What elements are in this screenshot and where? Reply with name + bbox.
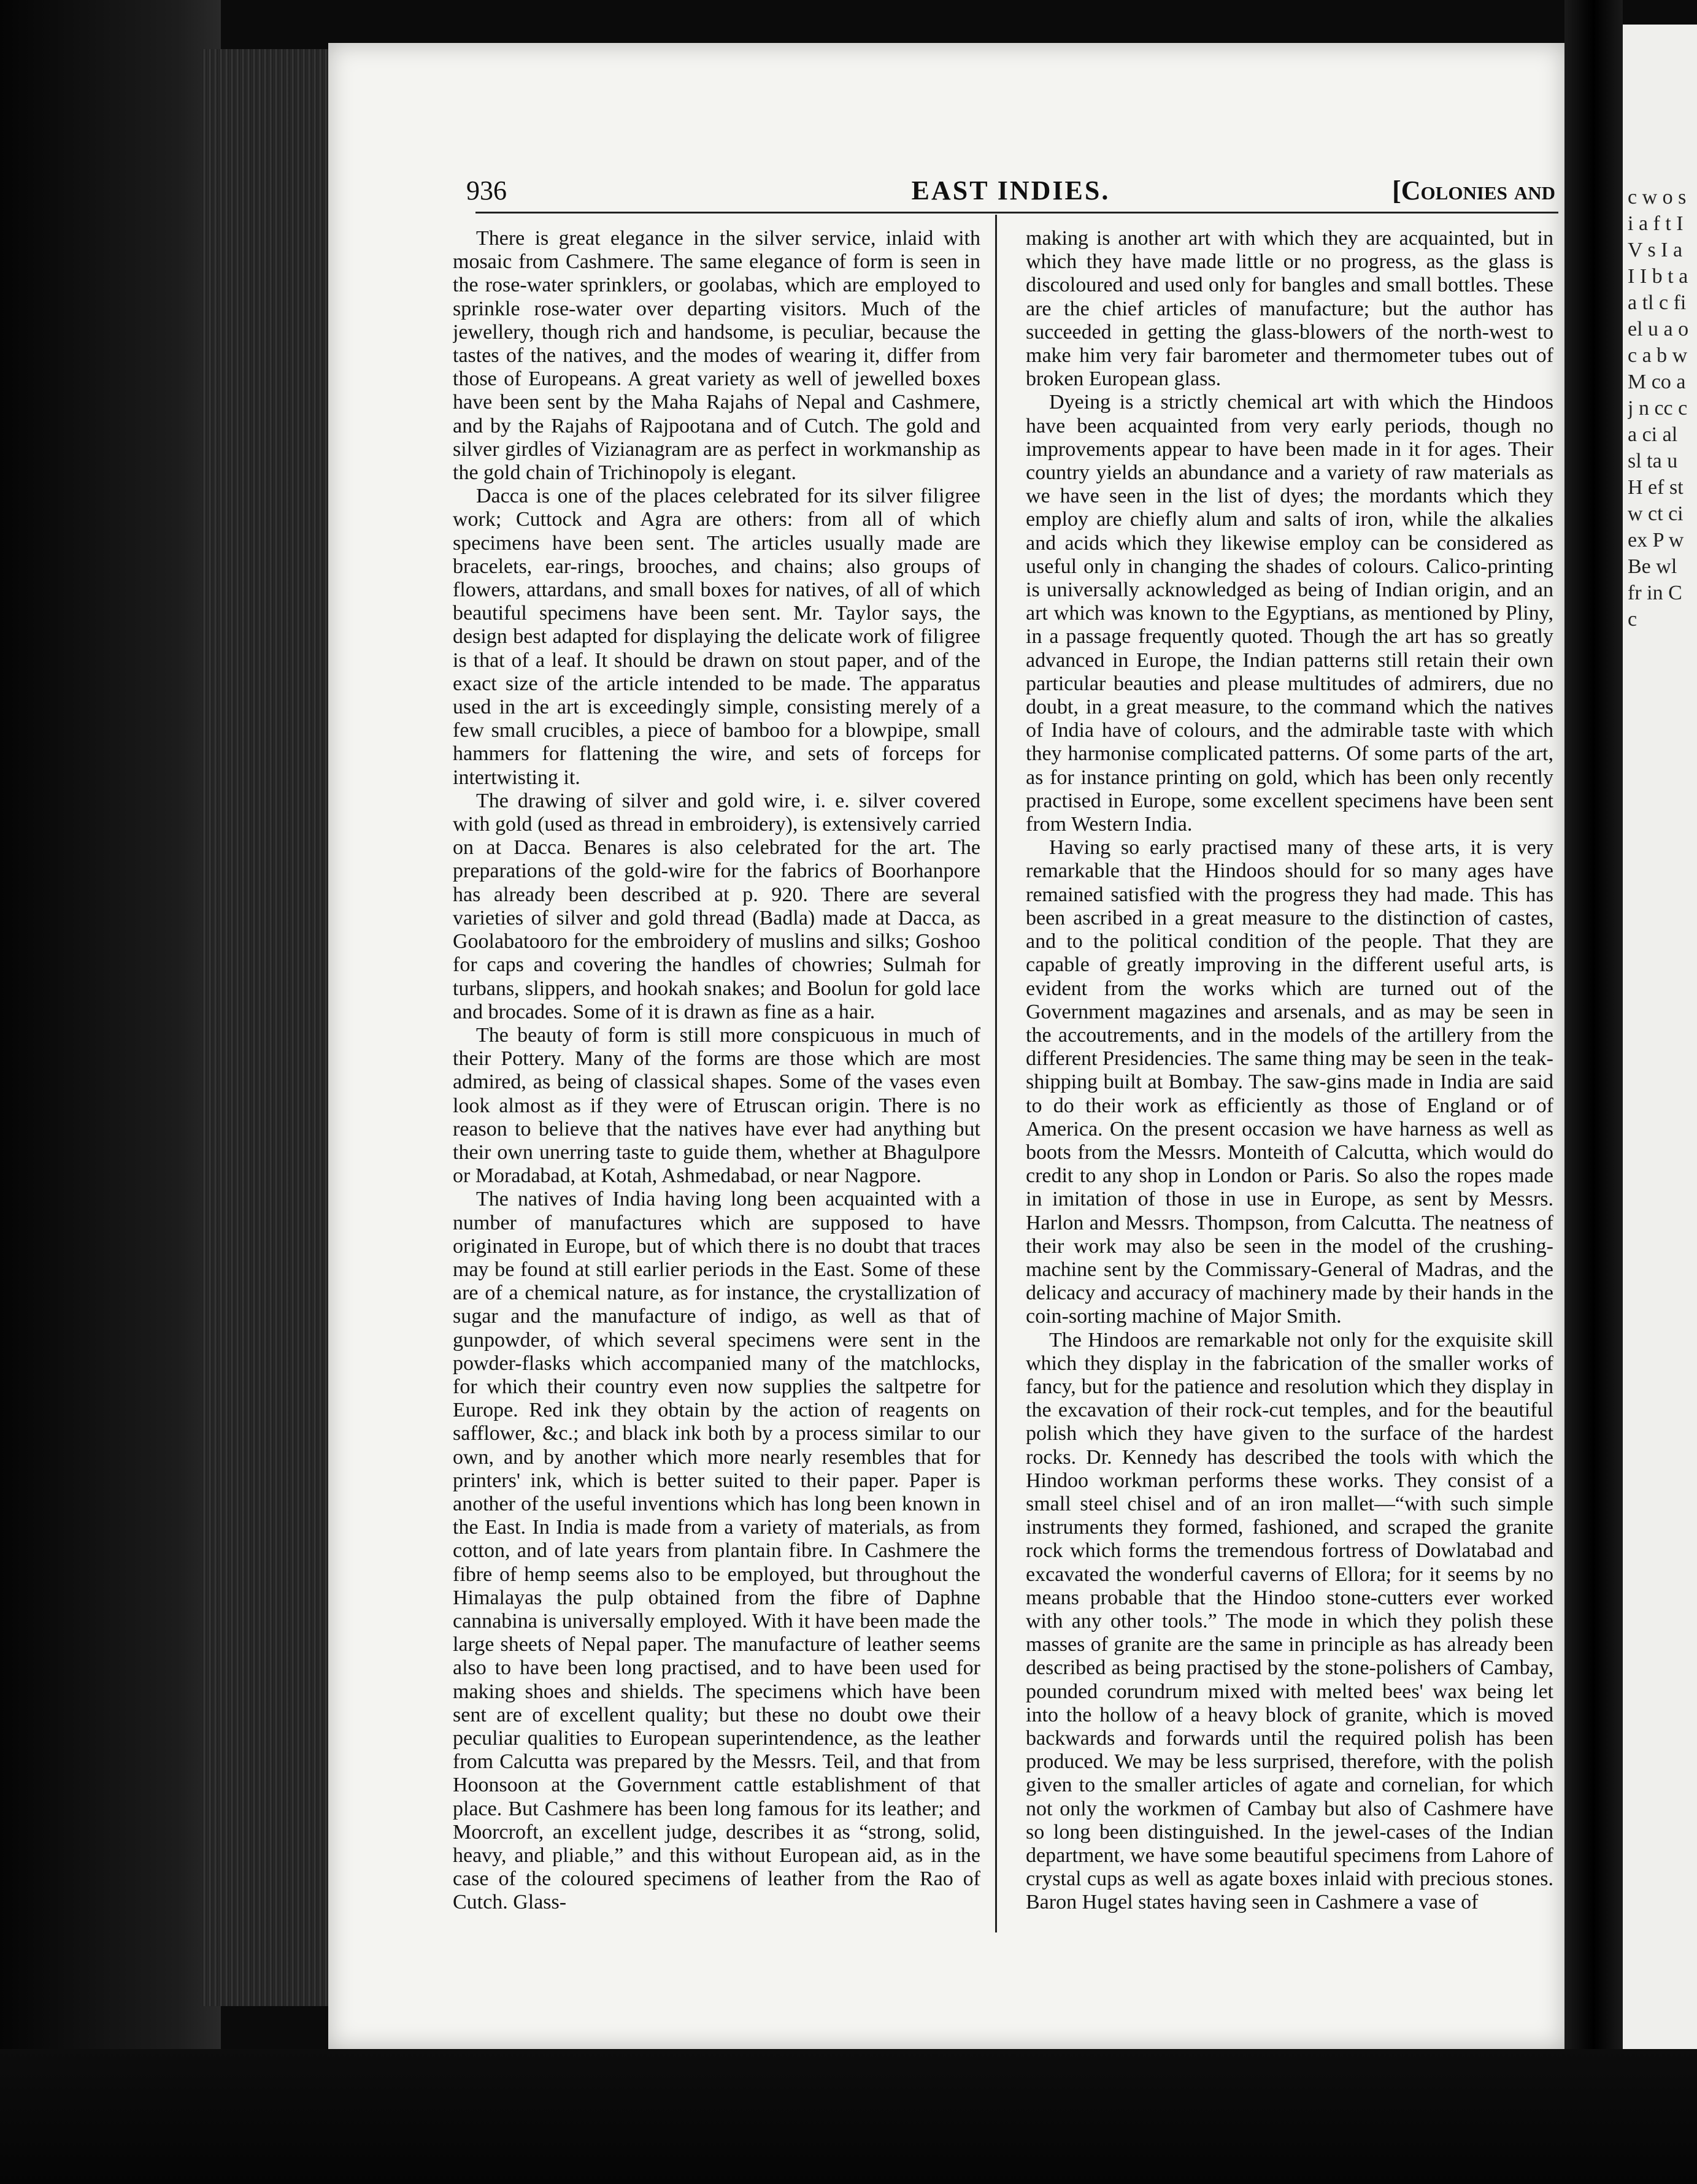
paragraph: There is great elegance in the silver service, inlaid with mosaic from Cashmere. The same elegance of form is seen in the rose-water sprinklers, or goolabas, which are employed to sprinkle rose-water over departing visitors. Much of the jewellery, though rich and handsome, is peculiar, because the tastes of the natives, and the modes of wearing it, differ from those of Europeans. A great variety as well of jewelled boxes have been sent by the Maha Rajahs of Nepal and Cashmere, and by the Rajahs of Rajpootana and of Cutch. The gold and silver girdles of Vizianagram are as perfect in workmanship as the gold chain of Trichinopoly is elegant.	[453, 227, 980, 485]
column-divider	[995, 215, 997, 1932]
paragraph: The Hindoos are remarkable not only for the exquisite skill which they display in the fabrication of the smaller works of fancy, but for the patience and resolution which they display in the excavation of their rock-cut temples, and for the beautiful polish which they have given to the surface of the hardest rocks. Dr. Kennedy has described the tools with which the Hindoo workman performs these works. They consist of a small steel chisel and of an iron mallet—“with such simple instruments they formed, fashioned, and scraped the granite rock which forms the tremendous fortress of Dowlatabad and excavated the wonderful caverns of Ellora; for it seems by no means probable that the Hindoo stone-cutters ever worked with any other tools.” The mode in which they polish these masses of granite are the same in principle as has already been described as being practised by the stone-polishers of Cambay, pounded corundrum mixed with melted bees' wax being let into the hollow of a heavy block of granite, which is moved backwards and forwards until the required polish has been produced. We may be less surprised, therefore, with the polish given to the smaller articles of agate and cornelian, for which not only the workmen of Cambay but also of Cashmere have so long been distinguished. In the jewel-cases of the Indian department, we have some beautiful specimens from Lahore of crystal cups as well as agate boxes inlaid with precious stones. Baron Hugel states having seen in Cashmere a vase of	[1026, 1328, 1553, 1914]
paragraph: Dyeing is a strictly chemical art with which the Hindoos have been acquainted from very early periods, though no improvements appear to have been made in it for ages. Their country yields an abundance and a variety of raw materials as we have seen in the list of dyes; the mordants which they employ are chiefly alum and salts of iron, while the alkalies and acids which they likewise employ can be considered as useful only in changing the shades of colours. Calico-printing is universally acknowledged as being of Indian origin, and an art which was known to the Egyptians, as mentioned by Pliny, in a passage frequently quoted. Though the art has so greatly advanced in Europe, the Indian patterns still retain their own particular beauties and please multitudes of admirers, due no doubt, in a great measure, to the command which the natives of India have of colours, and the admirable taste with which they harmonise complicated patterns. Of some parts of the art, as for instance printing on gold, which has been only recently practised in Europe, some excellent specimens have been sent from Western India.	[1026, 391, 1553, 836]
paragraph: making is another art with which they are acquainted, but in which they have made little or no progress, as the glass is discoloured and used only for bangles and small bottles. These are the chief articles of manufacture; but the author has succeeded in getting the glass-blowers of the north-west to make him very fair barometer and thermometer tubes out of broken European glass.	[1026, 227, 1553, 391]
paragraph: The beauty of form is still more conspicuous in much of their Pottery. Many of the forms are those which are most admired, as being of classical shapes. Some of the vases even look almost as if they were of Etruscan origin. There is no reason to believe that the natives have ever had anything but their own unerring taste to guide them, whether at Bhagulpore or Moradabad, at Kotah, Ashmedabad, or near Nagpore.	[453, 1023, 980, 1188]
section-heading: [Colonies and	[1392, 175, 1555, 206]
next-page-fragment	[1623, 25, 1697, 2061]
left-column	[453, 227, 980, 1914]
running-header	[466, 175, 1555, 212]
paragraph: Dacca is one of the places celebrated for its silver filigree work; Cuttock and Agra are others: from all of which specimens have been sent. The articles usually made are bracelets, ear-rings, brooches, and chains; also groups of flowers, attardans, and small boxes for natives, of all of which beautiful specimens have been sent. Mr. Taylor says, the design best adapted for displaying the delicate work of filigree is that of a leaf. It should be drawn on stout paper, and of the exact size of the article intended to be made. The apparatus used in the art is exceedingly simple, consisting merely of a few small crucibles, a piece of bamboo for a blowpipe, small hammers for flattening the wire, and sets of forceps for intertwisting it.	[453, 485, 980, 789]
right-column	[1026, 227, 1553, 1914]
next-page-text: c w o s i a f t I V s I a I I b t a a tl c fi el u a o c a b w M co aj n cc ca ci al sl ta u H ef st w ct ci ex P w Be wl fr in Cc	[1628, 186, 1689, 631]
paragraph: The natives of India having long been acquainted with a number of manufactures which are supposed to have originated in Europe, but of which there is no doubt that traces may be found at still earlier periods in the East. Some of these are of a chemical nature, as for instance, the crystallization of sugar and the manufacture of indigo, as well as that of gunpowder, of which several specimens were sent in the powder-flasks which accompanied many of the matchlocks, for which their country even now supplies the saltpetre for Europe. Red ink they obtain by the action of reagents on safflower, &c.; and black ink both by a process similar to our own, and by another which more nearly resembles that for printers' ink, which is better suited to their paper. Paper is another of the useful inventions which has long been known in the East. In India is made from a variety of materials, as from cotton, and of late years from plantain fibre. In Cashmere the fibre of hemp seems also to be employed, but throughout the Himalayas the pulp obtained from the fibre of Daphne cannabina is universally employed. With it have been made the large sheets of Nepal paper. The manufacture of leather seems also to have been long practised, and to have been used for making shoes and shields. The specimens which have been sent are of excellent quality; but these no doubt owe their peculiar qualities to European superintendence, as the leather from Calcutta was prepared by the Messrs. Teil, and that from Hoonsoon at the Government cattle establishment of that place. But Cashmere has been long famous for its leather; and Moorcroft, an excellent judge, describes it as “strong, solid, heavy, and pliable,” and this without European aid, as in the case of the coloured specimens of leather from the Rao of Cutch. Glass-	[453, 1188, 980, 1914]
book-page-edges	[202, 49, 331, 2006]
page-title: EAST INDIES.	[911, 175, 1110, 206]
page-number: 936	[466, 175, 507, 206]
paragraph: Having so early practised many of these arts, it is very remarkable that the Hindoos should for so many ages have remained satisfied with the progress they had made. This has been ascribed in a great measure to the distinction of castes, and to the political condition of the people. That they are capable of greatly improving in the different useful arts, is evident from the works which are turned out of the Government magazines and arsenals, and as may be seen in the accoutrements, and in the models of the artillery from the different Presidencies. The same thing may be seen in the teak-shipping built at Bombay. The saw-gins made in India are said to do their work as efficiently as those of England or of America. On the present occasion we have harness as well as boots from the Messrs. Monteith of Calcutta, which would do credit to any shop in London or Paris. So also the ropes made in imitation of those in use in Europe, as sent by Messrs. Harlon and Messrs. Thompson, from Calcutta. The neatness of their work may also be seen in the model of the crushing-machine sent by the Commissary-General of Madras, and the delicacy and accuracy of machinery made by their hands in the coin-sorting machine of Major Smith.	[1026, 836, 1553, 1328]
paragraph: The drawing of silver and gold wire, i. e. silver covered with gold (used as thread in embroidery), is extensively carried on at Dacca. Benares is also celebrated for the art. The preparations of the gold-wire for the fabrics of Boorhanpore has already been described at p. 920. There are several varieties of silver and gold thread (Badla) made at Dacca, as Goolabatooro for the embroidery of muslins and silks; Goshoo for caps and covering the handles of chowries; Sulmah for turbans, slippers, and hookah snakes; and Boolun for gold lace and brocades. Some of it is drawn as fine as a hair.	[453, 789, 980, 1023]
book-gutter	[1564, 0, 1623, 2184]
header-rule	[475, 212, 1558, 213]
scan-background	[0, 0, 221, 2184]
scan-bottom-background	[0, 2049, 1697, 2184]
